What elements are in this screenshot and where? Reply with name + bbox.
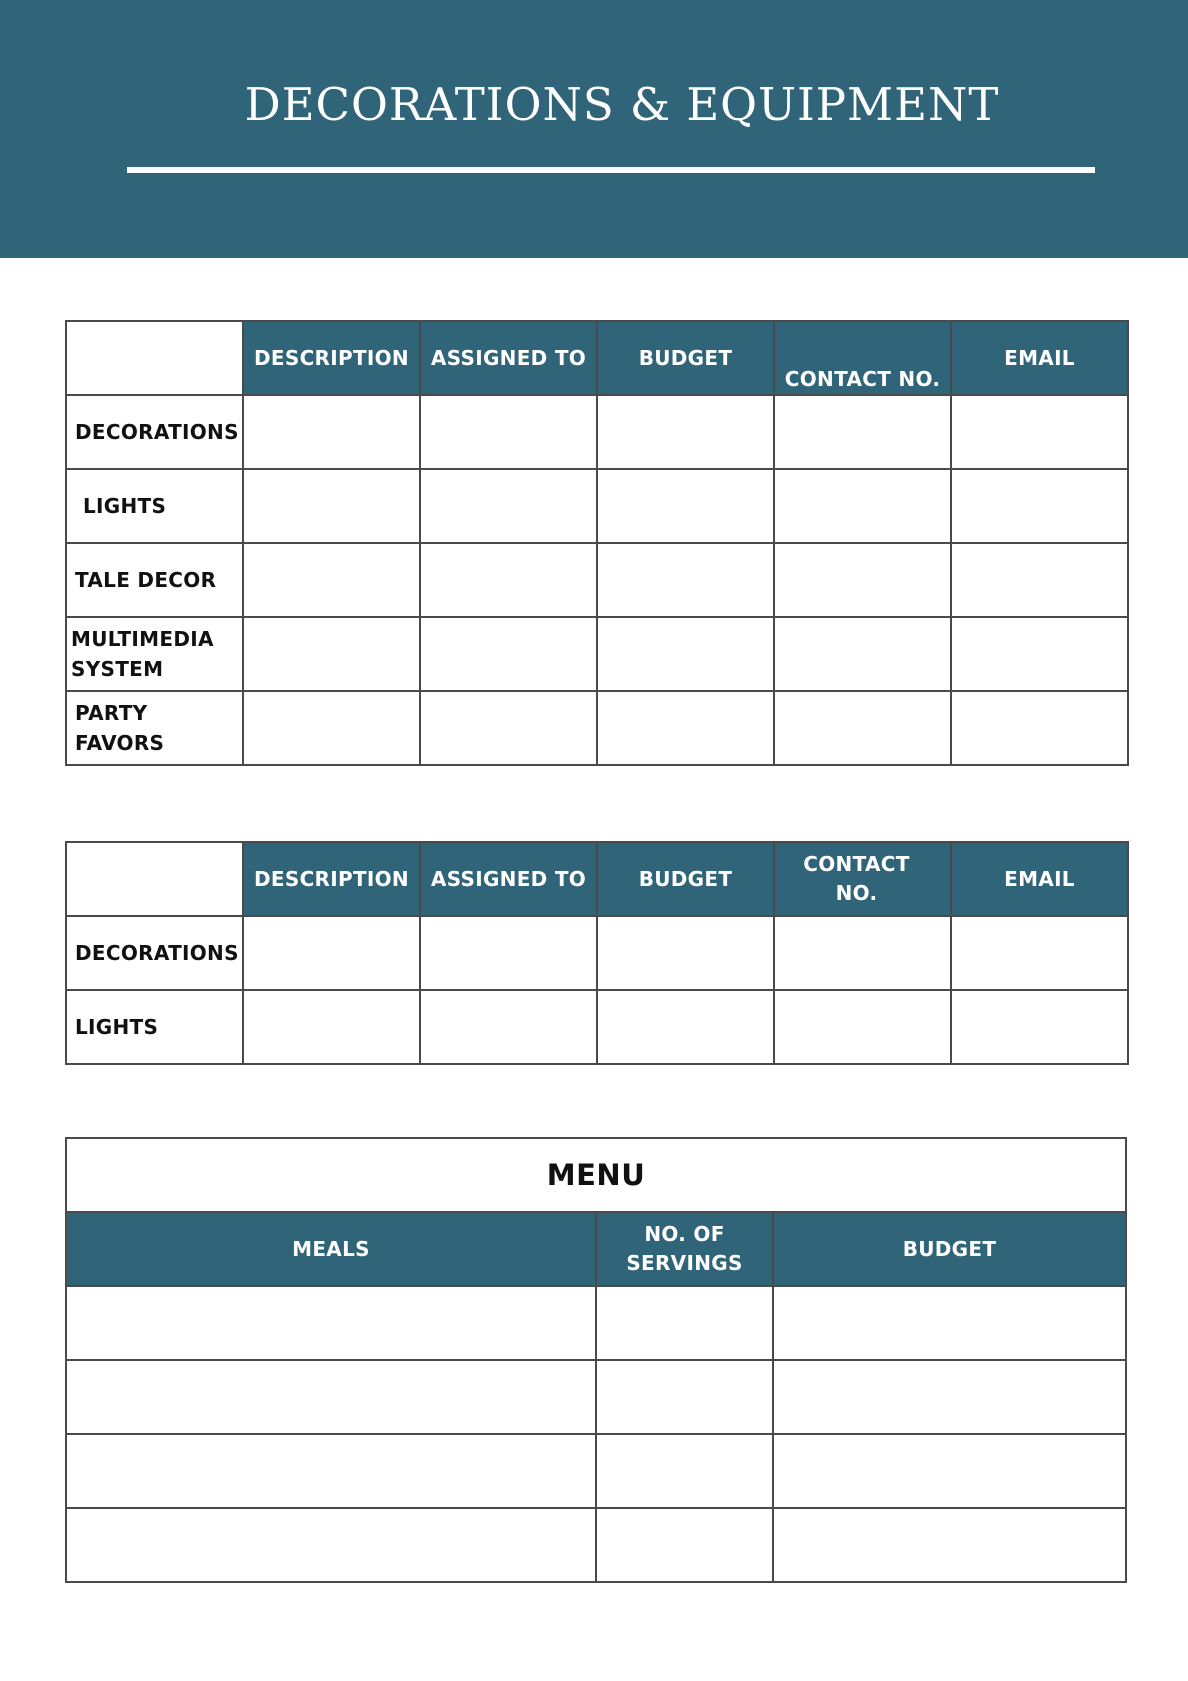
- table-row: [66, 395, 1128, 469]
- table-header-row: [66, 842, 1128, 916]
- row-label-lights: LIGHTS: [66, 990, 243, 1064]
- table-cell[interactable]: [597, 469, 774, 543]
- column-header-meals: MEALS: [66, 1212, 596, 1286]
- table-cell[interactable]: [243, 543, 420, 617]
- table-cell[interactable]: [66, 1434, 596, 1508]
- column-header-budget: BUDGET: [597, 842, 774, 916]
- table-row: [66, 990, 1128, 1064]
- table-cell[interactable]: [773, 1434, 1126, 1508]
- table-header-row: [66, 321, 1128, 395]
- corner-cell: [66, 321, 243, 395]
- menu-table: [65, 1137, 1127, 1583]
- table-cell[interactable]: [597, 990, 774, 1064]
- table-cell[interactable]: [596, 1360, 773, 1434]
- table-cell[interactable]: [774, 990, 951, 1064]
- table-cell[interactable]: [597, 617, 774, 691]
- table-cell[interactable]: [774, 691, 951, 765]
- table-cell[interactable]: [243, 395, 420, 469]
- column-header-assigned-to: ASSIGNED TO: [420, 842, 597, 916]
- table-cell[interactable]: [773, 1360, 1126, 1434]
- table-cell[interactable]: [774, 617, 951, 691]
- table-row: [66, 1508, 1126, 1582]
- table-cell[interactable]: [243, 691, 420, 765]
- table-cell[interactable]: [243, 990, 420, 1064]
- table-cell[interactable]: [66, 1508, 596, 1582]
- column-header-contact-no: CONTACT NO.: [774, 321, 951, 395]
- menu-title: MENU: [66, 1138, 1126, 1212]
- decorations-table-2: [65, 841, 1129, 1065]
- table-cell[interactable]: [597, 916, 774, 990]
- row-label-multimedia-system: MULTIMEDIA SYSTEM: [66, 617, 243, 691]
- row-label-party-favors: PARTY FAVORS: [66, 691, 243, 765]
- column-header-no-of-servings: NO. OF SERVINGS: [596, 1212, 773, 1286]
- table-cell[interactable]: [66, 1360, 596, 1434]
- column-header-email: EMAIL: [951, 321, 1128, 395]
- column-header-description: DESCRIPTION: [243, 321, 420, 395]
- title-divider: [127, 167, 1095, 173]
- table-cell[interactable]: [774, 543, 951, 617]
- table-cell[interactable]: [951, 543, 1128, 617]
- row-label-decorations: DECORATIONS: [66, 395, 243, 469]
- table-row: [66, 691, 1128, 765]
- column-header-contact-no: CONTACT NO.: [774, 842, 951, 916]
- table-cell[interactable]: [66, 1286, 596, 1360]
- column-header-email: EMAIL: [951, 842, 1128, 916]
- table-cell[interactable]: [596, 1508, 773, 1582]
- table-row: [66, 916, 1128, 990]
- table-cell[interactable]: [773, 1508, 1126, 1582]
- table-cell[interactable]: [774, 469, 951, 543]
- table-cell[interactable]: [596, 1286, 773, 1360]
- row-label-lights: LIGHTS: [66, 469, 243, 543]
- table-cell[interactable]: [951, 469, 1128, 543]
- decorations-table-1: [65, 320, 1129, 766]
- table-cell[interactable]: [597, 395, 774, 469]
- menu-title-row: [66, 1138, 1126, 1212]
- column-header-budget: BUDGET: [773, 1212, 1126, 1286]
- table-cell[interactable]: [951, 691, 1128, 765]
- table-cell[interactable]: [951, 395, 1128, 469]
- column-header-description: DESCRIPTION: [243, 842, 420, 916]
- table-cell[interactable]: [773, 1286, 1126, 1360]
- table-cell[interactable]: [420, 617, 597, 691]
- table-cell[interactable]: [420, 990, 597, 1064]
- header-banner: [0, 0, 1188, 258]
- page-title: DECORATIONS & EQUIPMENT: [244, 78, 1000, 131]
- table-cell[interactable]: [420, 395, 597, 469]
- table-row: [66, 543, 1128, 617]
- row-label-tale-decor: TALE DECOR: [66, 543, 243, 617]
- table-row: [66, 1434, 1126, 1508]
- column-header-budget: BUDGET: [597, 321, 774, 395]
- table-cell[interactable]: [951, 916, 1128, 990]
- column-header-assigned-to: ASSIGNED TO: [420, 321, 597, 395]
- table-cell[interactable]: [951, 617, 1128, 691]
- table-row: [66, 1286, 1126, 1360]
- table-cell[interactable]: [420, 469, 597, 543]
- table-row: [66, 1360, 1126, 1434]
- table-cell[interactable]: [243, 617, 420, 691]
- table-cell[interactable]: [420, 543, 597, 617]
- table-header-row: [66, 1212, 1126, 1286]
- table-cell[interactable]: [774, 395, 951, 469]
- table-cell[interactable]: [596, 1434, 773, 1508]
- table-row: [66, 469, 1128, 543]
- table-cell[interactable]: [243, 916, 420, 990]
- table-cell[interactable]: [420, 916, 597, 990]
- table-cell[interactable]: [243, 469, 420, 543]
- table-row: [66, 617, 1128, 691]
- table-cell[interactable]: [597, 691, 774, 765]
- table-cell[interactable]: [420, 691, 597, 765]
- row-label-decorations: DECORATIONS: [66, 916, 243, 990]
- table-cell[interactable]: [774, 916, 951, 990]
- table-cell[interactable]: [597, 543, 774, 617]
- corner-cell: [66, 842, 243, 916]
- table-cell[interactable]: [951, 990, 1128, 1064]
